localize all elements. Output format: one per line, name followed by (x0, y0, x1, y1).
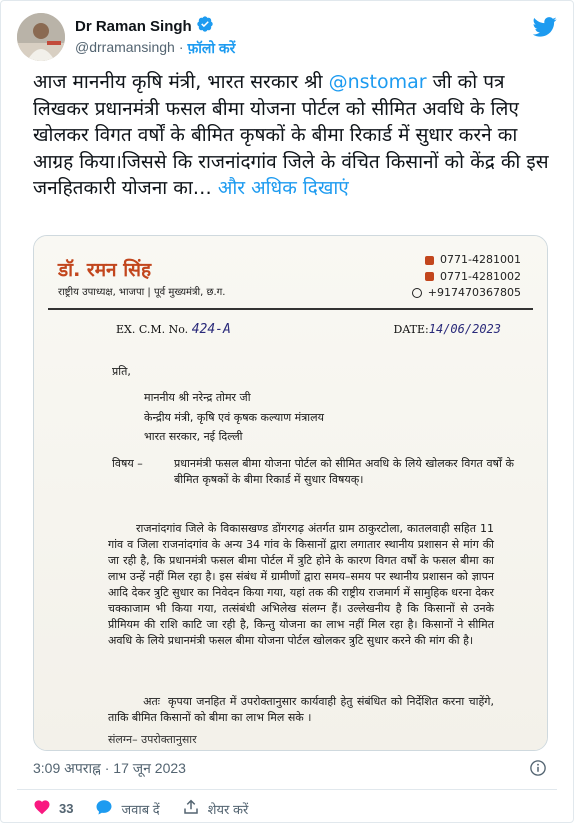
reply-label: जवाब दें (121, 801, 160, 817)
divider (17, 789, 557, 790)
letter-document (34, 236, 547, 750)
handle-row: @drramansingh · फ़ॉलो करें (75, 39, 236, 56)
reference-number: EX. C.M. No. 424-A (116, 322, 231, 337)
like-count: 33 (59, 801, 74, 816)
share-label: शेयर करें (207, 801, 249, 817)
tweet-header (17, 13, 557, 63)
whatsapp-icon (412, 288, 422, 298)
follow-button[interactable]: फ़ॉलो करें (187, 40, 236, 56)
subject-text: प्रधानमंत्री फसल बीमा योजना पोर्टल को सीमित अवधि के लिये खोलकर विगत वर्षों के बीमित कृषकों के बीमा रिकार्ड में सुधार विषयक्। (174, 457, 514, 486)
letter-request: अतः कृपया जनहित में उपरोक्तानुसार कार्यवाही हेतु संबंधित को निर्देशित करना चाहेंगे, ताकि बीमित किसानों को बीमा का लाभ मिल सके । (108, 695, 494, 724)
phone-icon (425, 272, 434, 281)
phone-icon (425, 256, 434, 265)
show-more-link[interactable]: और अधिक दिखाएं (211, 177, 349, 199)
tweet-text: आज माननीय कृषि मंत्री, भारत सरकार श्री @nstomar जी को पत्र लिखकर प्रधानमंत्री फसल बीमा योजना पोर्टल को सीमित अवधि के लिए खोलकर विगत वर्षों के बीमित कृषकों के बीमा रिकार्ड में सुधार करने का आग्रह किया।जिससे कि राजनांदगांव जिले के वंचित किसानों को केंद्र की इस जनहितकारी योजना का… और अधिक दिखाएं (33, 71, 549, 199)
like-button[interactable] (33, 798, 73, 819)
letterhead-contacts: 0771-4281001 0771-4281002 +917470367805 (412, 252, 521, 302)
share-button[interactable] (182, 798, 249, 819)
letterhead-name: डॉ. रमन सिंह (58, 259, 152, 281)
attached-letter-image[interactable] (33, 235, 548, 751)
author-name-row (75, 15, 214, 37)
reply-button[interactable] (95, 798, 159, 819)
recipient-address: माननीय श्री नरेन्द्र तोमर जी केन्द्रीय मंत्री, कृषि एवं कृषक कल्याण मंत्रालय भारत सरकार, नई दिल्ली (144, 391, 324, 443)
verified-badge-icon (196, 15, 214, 37)
reply-icon (95, 798, 113, 819)
letter-date: DATE:14/06/2023 (393, 322, 501, 336)
enclosure-line: संलग्न– उपरोक्तानुसार (108, 733, 197, 746)
share-icon (182, 798, 200, 819)
avatar[interactable] (17, 13, 65, 61)
subject-label: विषय – (112, 457, 143, 470)
heart-icon (33, 798, 51, 819)
letter-body: राजनांदगांव जिले के विकासखण्ड डोंगरगढ़ अंतर्गत ग्राम ठाकुरटोला, कातलवाही सहित 11 गांव व जिला राजनांदगांव के अन्य 34 गांव के किसानों द्वारा लगातार स्थानीय प्रशासन से मांग की जा रही है, कि प्रधानमंत्री फसल बीमा पोर्टल में त्रुटि होने के कारण विगत वर्षों के फसल बीमा का लाभ उन्हें नहीं मिल रहा है। इस संबंध में ग्रामीणों द्वारा समय–समय पर स्थानीय प्रशासन को ज्ञापन आदि देकर त्रुटि सुधार का निवेदन किया गया, यहां तक की राष्ट्रीय राजमार्ग में सामुहिक धरना देकर चक्काजाम भी किया गया, तत्संबंधी अभिलेख संलग्न हैं। उल्लेखनीय है कि किसानों से उनके प्रीमियम की राशि काटि जा रही है, किन्तु योजना का लाभ नहीं मिल रहा है। किसानों ने सीमित अवधि के लिये प्रधानमंत्री फसल बीमा योजना पोर्टल खोलकर त्रुटि सुधार करने की मांग की है। (108, 522, 494, 647)
letterhead-designation: राष्ट्रीय उपाध्यक्ष, भाजपा | पूर्व मुख्यमंत्री, छ.ग. (58, 287, 226, 298)
letterhead-divider (48, 308, 533, 310)
tweet-actions (33, 798, 248, 819)
mention-link[interactable]: @nstomar (328, 71, 427, 93)
salutation: प्रति, (112, 365, 131, 378)
tweet-timestamp[interactable]: 3:09 अपराह्न · 17 जून 2023 (33, 760, 186, 776)
author-name[interactable]: Dr Raman Singh (75, 17, 192, 35)
author-handle[interactable]: @drramansingh (75, 39, 175, 55)
